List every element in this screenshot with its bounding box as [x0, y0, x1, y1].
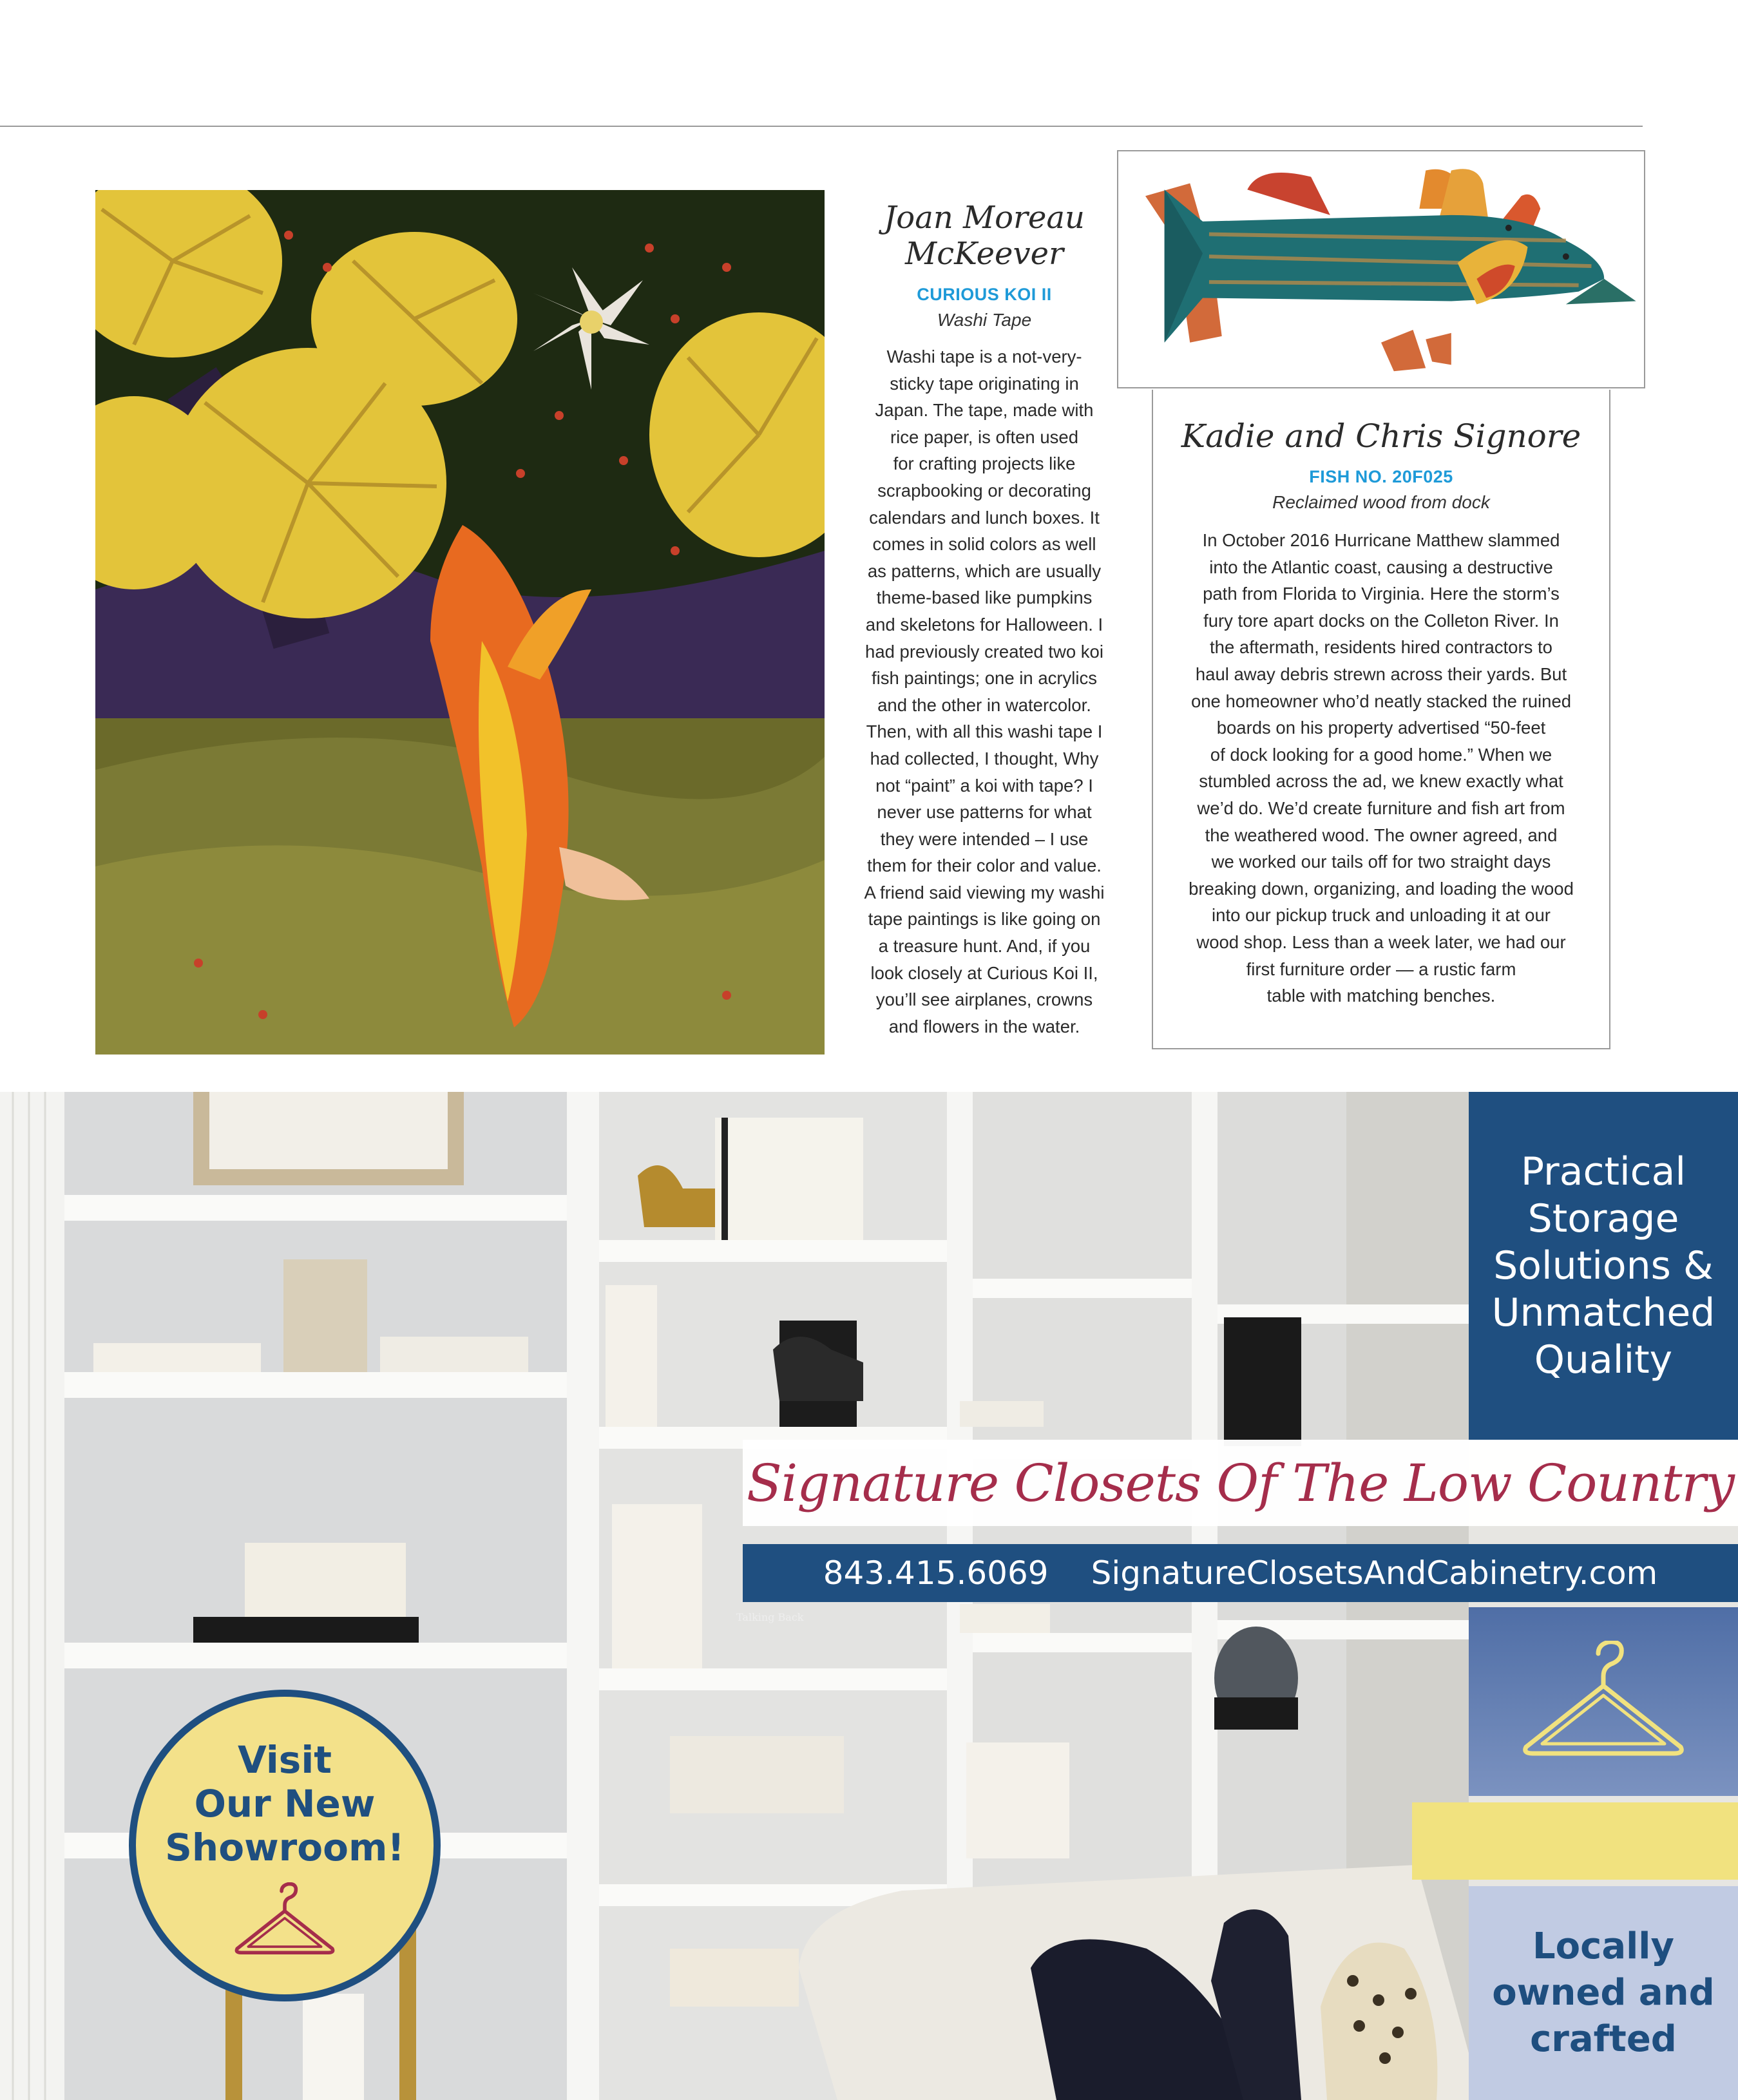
body-line: them for their color and value.	[867, 855, 1102, 876]
body-line: A friend said viewing my washi	[864, 882, 1105, 902]
body-line: calendars and lunch boxes. It	[869, 507, 1100, 528]
showroom-badge[interactable]	[129, 1690, 441, 2001]
hanger-panel	[1469, 1607, 1738, 1796]
body-line: and flowers in the water.	[888, 1016, 1080, 1036]
accent-bar	[1412, 1802, 1738, 1880]
artwork-medium: Reclaimed wood from dock	[1272, 492, 1490, 512]
tagline-line: Quality	[1534, 1337, 1673, 1382]
body-line: into our pickup truck and unloading it at our	[1212, 905, 1551, 926]
body-line: In October 2016 Hurricane Matthew slammed	[1202, 530, 1560, 550]
body-line: boards on his property advertised “50-feet	[1216, 718, 1546, 738]
body-line: and skeletons for Halloween. I	[865, 614, 1103, 635]
showroom-line: Our New	[194, 1782, 376, 1826]
body-line: we worked our tails off for two straight days	[1211, 852, 1551, 872]
body-line: into the Atlantic coast, causing a destructive	[1209, 557, 1553, 577]
tagline-line: Unmatched	[1491, 1290, 1715, 1335]
body-line: table with matching benches.	[1266, 986, 1496, 1006]
body-line: you’ll see airplanes, crowns	[875, 989, 1093, 1010]
phone-number[interactable]: 843.415.6069	[823, 1554, 1049, 1592]
body-line: had previously created two koi	[865, 641, 1103, 662]
body-line: haul away debris strewn across their yards. But	[1195, 663, 1567, 684]
body-line: theme-based like pumpkins	[876, 587, 1093, 608]
body-line: one homeowner who’d neatly stacked the ruined	[1190, 691, 1572, 711]
body-line: not “paint” a koi with tape? I	[875, 775, 1093, 796]
body-line: first furniture order — a rustic farm	[1246, 959, 1516, 979]
body-line: had collected, I thought, Why	[870, 748, 1099, 768]
article-right	[1152, 390, 1610, 1049]
body-line: and the other in watercolor.	[877, 694, 1091, 715]
body-line: a treasure hunt. And, if you	[878, 936, 1091, 957]
book-spine-label: Talking Back	[736, 1611, 804, 1623]
artwork-medium: Washi Tape	[937, 310, 1032, 330]
body-line: we’d do. We’d create furniture and fish art from	[1197, 797, 1565, 818]
body-line: scrapbooking or decorating	[877, 480, 1091, 501]
body-line: never use patterns for what	[877, 802, 1092, 823]
artwork-title: CURIOUS KOI II	[917, 285, 1052, 304]
brand-band	[743, 1440, 1738, 1526]
signature-closets-ad	[0, 1092, 1738, 2100]
body-line: wood shop. Less than a week later, we had our	[1196, 931, 1566, 952]
body-line: the weathered wood. The owner agreed, and	[1205, 825, 1558, 845]
hanger-icon	[233, 1882, 336, 1960]
brand-name: Signature Closets Of The Low Country	[747, 1453, 1734, 1513]
body-line: they were intended – I use	[880, 828, 1089, 849]
reclaimed-wood-fish-photo	[1117, 150, 1645, 388]
showroom-line: Visit	[238, 1738, 332, 1782]
body-line: of dock looking for a good home.” When we	[1210, 744, 1552, 765]
curious-koi-artwork	[95, 190, 825, 1055]
body-line: Japan. The tape, made with	[875, 400, 1094, 421]
local-line: owned and	[1492, 1972, 1715, 2014]
article-body	[1172, 527, 1590, 1009]
tagline-line: Solutions &	[1493, 1243, 1714, 1288]
artwork-title: FISH NO. 20F025	[1309, 467, 1453, 486]
local-panel	[1469, 1886, 1738, 2100]
body-line: as patterns, which are usually	[867, 560, 1102, 581]
body-line: breaking down, organizing, and loading the wood	[1189, 878, 1574, 899]
local-line: crafted	[1530, 2018, 1677, 2060]
local-line: Locally	[1532, 1925, 1675, 1967]
tagline-panel	[1469, 1092, 1738, 1440]
body-line: fish paintings; one in acrylics	[871, 668, 1098, 689]
artist-name: Kadie and Chris Signore	[1181, 417, 1581, 455]
tagline-line: Storage	[1527, 1196, 1679, 1241]
article-body	[844, 343, 1125, 1040]
website-link[interactable]: SignatureClosetsAndCabinetry.com	[1091, 1554, 1658, 1592]
tagline-line: Practical	[1520, 1149, 1686, 1194]
body-line: for crafting projects like	[893, 453, 1076, 474]
body-line: fury tore apart docks on the Colleton River. In	[1203, 610, 1559, 631]
body-line: look closely at Curious Koi II,	[870, 962, 1098, 983]
body-line: path from Florida to Virginia. Here the storm’s	[1203, 584, 1560, 604]
body-line: tape paintings is like going on	[868, 909, 1101, 930]
body-line: comes in solid colors as well	[872, 534, 1096, 555]
artist-name: Joan Moreau McKeever	[884, 200, 1085, 272]
hanger-icon	[1520, 1641, 1687, 1763]
body-line: sticky tape originating in	[890, 373, 1079, 394]
body-line: the aftermath, residents hired contractors to	[1210, 637, 1552, 658]
article-left	[844, 200, 1125, 1040]
body-line: stumbled across the ad, we knew exactly what	[1199, 771, 1563, 792]
body-line: Washi tape is a not-very-	[886, 347, 1082, 367]
contact-band	[743, 1544, 1738, 1602]
top-rule	[0, 126, 1643, 127]
body-line: Then, with all this washi tape I	[866, 721, 1103, 742]
body-line: rice paper, is often used	[890, 426, 1078, 447]
showroom-line: Showroom!	[165, 1826, 405, 1869]
